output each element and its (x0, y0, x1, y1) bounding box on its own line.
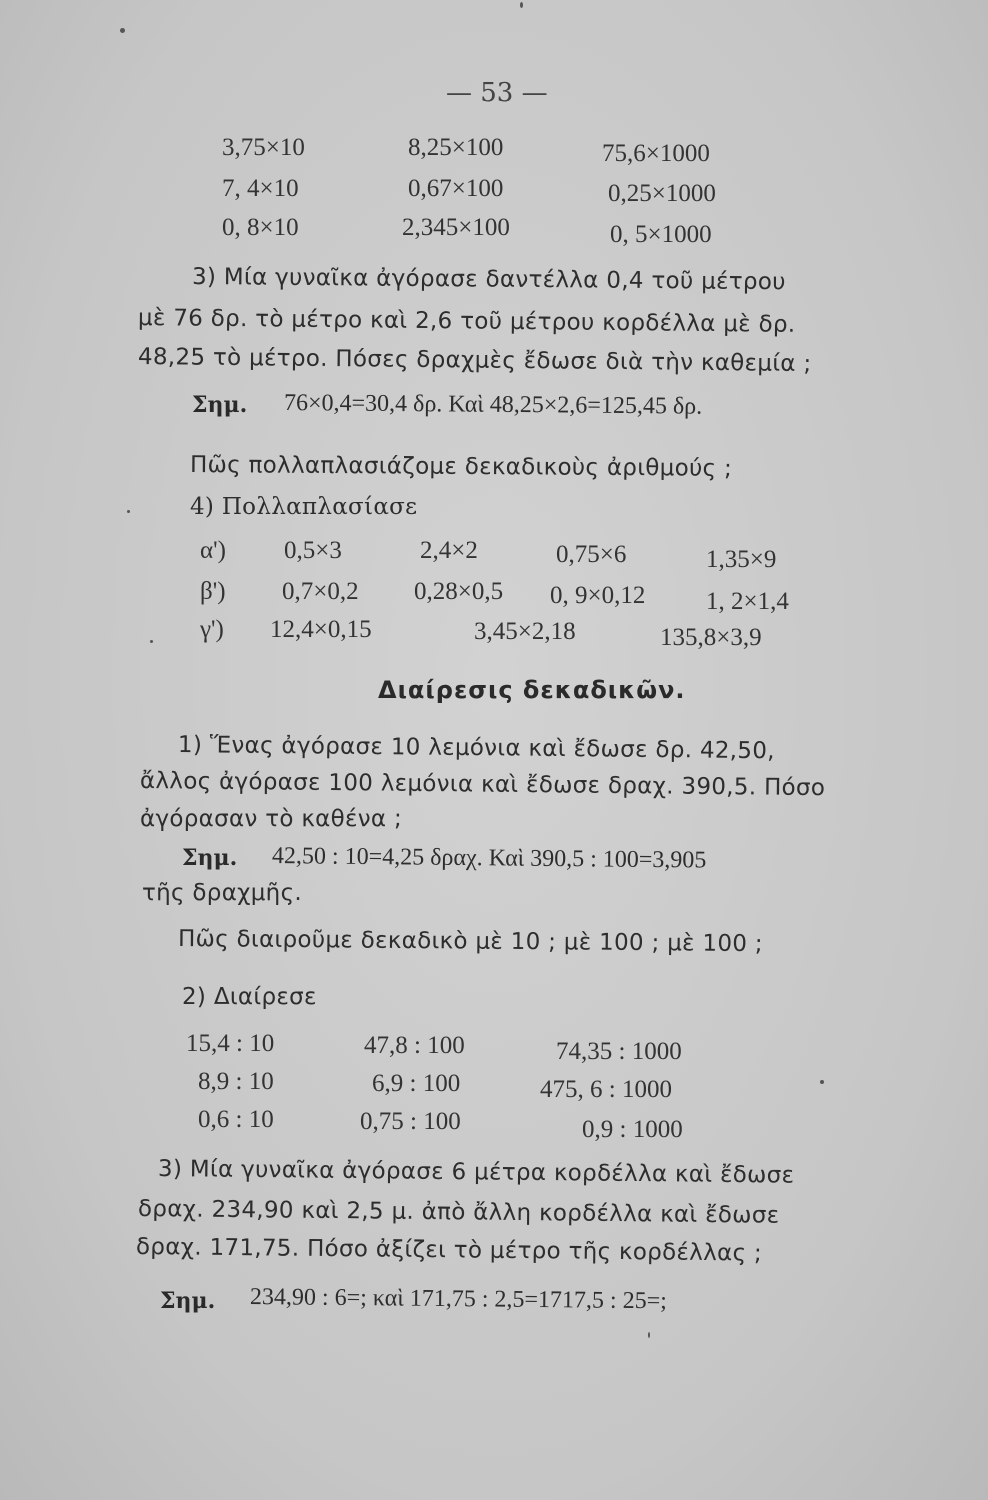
div-problem3-line: δραχ. 171,75. Πόσο ἀξίζει τὸ μέτρο τῆς κορδέλλας ; (135, 1234, 763, 1267)
note-text: 42,50 : 10=4,25 δραχ. Καὶ 390,5 : 100=3,905 (271, 843, 707, 874)
scan-speck (150, 640, 153, 643)
section-heading: Διαίρεσις δεκαδικῶν. (378, 676, 686, 704)
exercise4-row-label: α') (200, 537, 226, 564)
note-label: Σημ. (192, 392, 248, 418)
exercise4-item: 1,35×9 (706, 546, 777, 573)
exercise4-item: 0,28×0,5 (414, 578, 504, 605)
table1-cell: 2,345×100 (402, 214, 510, 241)
question-divide: Πῶς διαιροῦμε δεκαδικὸ μὲ 10 ; μὲ 100 ; μὲ 100 ; (177, 926, 764, 958)
exercise4-title: 4) Πολλαπλασίασε (190, 494, 418, 520)
problem3-line: 3) Μία γυναῖκα ἀγόρασε δαντέλλα 0,4 τοῦ μέτρου (191, 264, 786, 296)
exercise4-item: 0,75×6 (556, 541, 627, 568)
table1-cell: 7, 4×10 (222, 175, 299, 202)
question-multiply: Πῶς πολλαπλασιάζομε δεκαδικοὺς ἀριθμούς ; (189, 452, 733, 482)
problem3-line: 48,25 τὸ μέτρο. Πόσες δραχμὲς ἔδωσε διὰ τὴν καθεμία ; (137, 344, 812, 378)
div-problem1-line: 1) Ἕνας ἀγόρασε 10 λεμόνια καὶ ἔδωσε δρ. 42,50, (177, 732, 775, 765)
note-continuation: τῆς δραχμῆς. (142, 880, 302, 906)
table1-cell: 8,25×100 (408, 134, 504, 161)
exercise4-item: 0,7×0,2 (282, 578, 359, 605)
scan-speck (648, 1332, 650, 1338)
exercise4-row-label: γ') (200, 616, 224, 643)
table1-cell: 0,25×1000 (608, 180, 716, 207)
table1-cell: 75,6×1000 (602, 140, 710, 167)
scan-speck (520, 2, 523, 8)
exercise4-item: 3,45×2,18 (474, 618, 576, 645)
div-problem1-line: ἀγόρασαν τὸ καθένα ; (140, 806, 403, 832)
exercise2-cell: 47,8 : 100 (364, 1032, 465, 1059)
div-problem3-line: δραχ. 234,90 καὶ 2,5 μ. ἀπὸ ἄλλη κορδέλλα καὶ ἔδωσε (137, 1196, 780, 1229)
exercise4-item: 2,4×2 (420, 537, 478, 564)
exercise2-title: 2) Διαίρεσε (182, 984, 317, 1010)
exercise2-cell: 6,9 : 100 (372, 1070, 461, 1097)
exercise2-cell: 475, 6 : 1000 (540, 1076, 672, 1103)
page-number: — 53 — (446, 78, 548, 108)
table1-cell: 3,75×10 (222, 134, 305, 161)
note-text: 76×0,4=30,4 δρ. Καὶ 48,25×2,6=125,45 δρ. (283, 390, 703, 420)
exercise2-cell: 8,9 : 10 (198, 1068, 274, 1095)
scan-speck (127, 510, 130, 513)
table1-cell: 0,67×100 (408, 175, 504, 202)
note-label: Σημ. (160, 1288, 216, 1314)
exercise4-item: 0, 9×0,12 (550, 582, 646, 609)
exercise2-cell: 74,35 : 1000 (556, 1038, 682, 1065)
exercise4-item: 1, 2×1,4 (706, 588, 789, 615)
scan-speck (120, 28, 125, 33)
exercise4-item: 0,5×3 (284, 537, 342, 564)
exercise2-cell: 0,9 : 1000 (582, 1116, 683, 1143)
note-label: Σημ. (182, 845, 238, 871)
scan-speck (820, 1080, 824, 1084)
exercise2-cell: 15,4 : 10 (186, 1030, 275, 1057)
table1-cell: 0, 5×1000 (610, 221, 712, 248)
div-problem1-line: ἄλλος ἀγόρασε 100 λεμόνια καὶ ἔδωσε δραχ. 390,5. Πόσο (139, 768, 826, 802)
exercise4-item: 135,8×3,9 (660, 624, 762, 651)
note-text: 234,90 : 6=; καὶ 171,75 : 2,5=1717,5 : 25=; (249, 1284, 667, 1315)
table1-cell: 0, 8×10 (222, 214, 299, 241)
exercise4-row-label: β') (200, 578, 226, 605)
problem3-line: μὲ 76 δρ. τὸ μέτρο καὶ 2,6 τοῦ μέτρου κορδέλλα μὲ δρ. (137, 305, 796, 338)
exercise4-item: 12,4×0,15 (270, 616, 372, 643)
exercise2-cell: 0,6 : 10 (198, 1106, 274, 1133)
exercise2-cell: 0,75 : 100 (360, 1108, 461, 1135)
div-problem3-line: 3) Μία γυναῖκα ἀγόρασε 6 μέτρα κορδέλλα καὶ ἔδωσε (157, 1156, 795, 1189)
